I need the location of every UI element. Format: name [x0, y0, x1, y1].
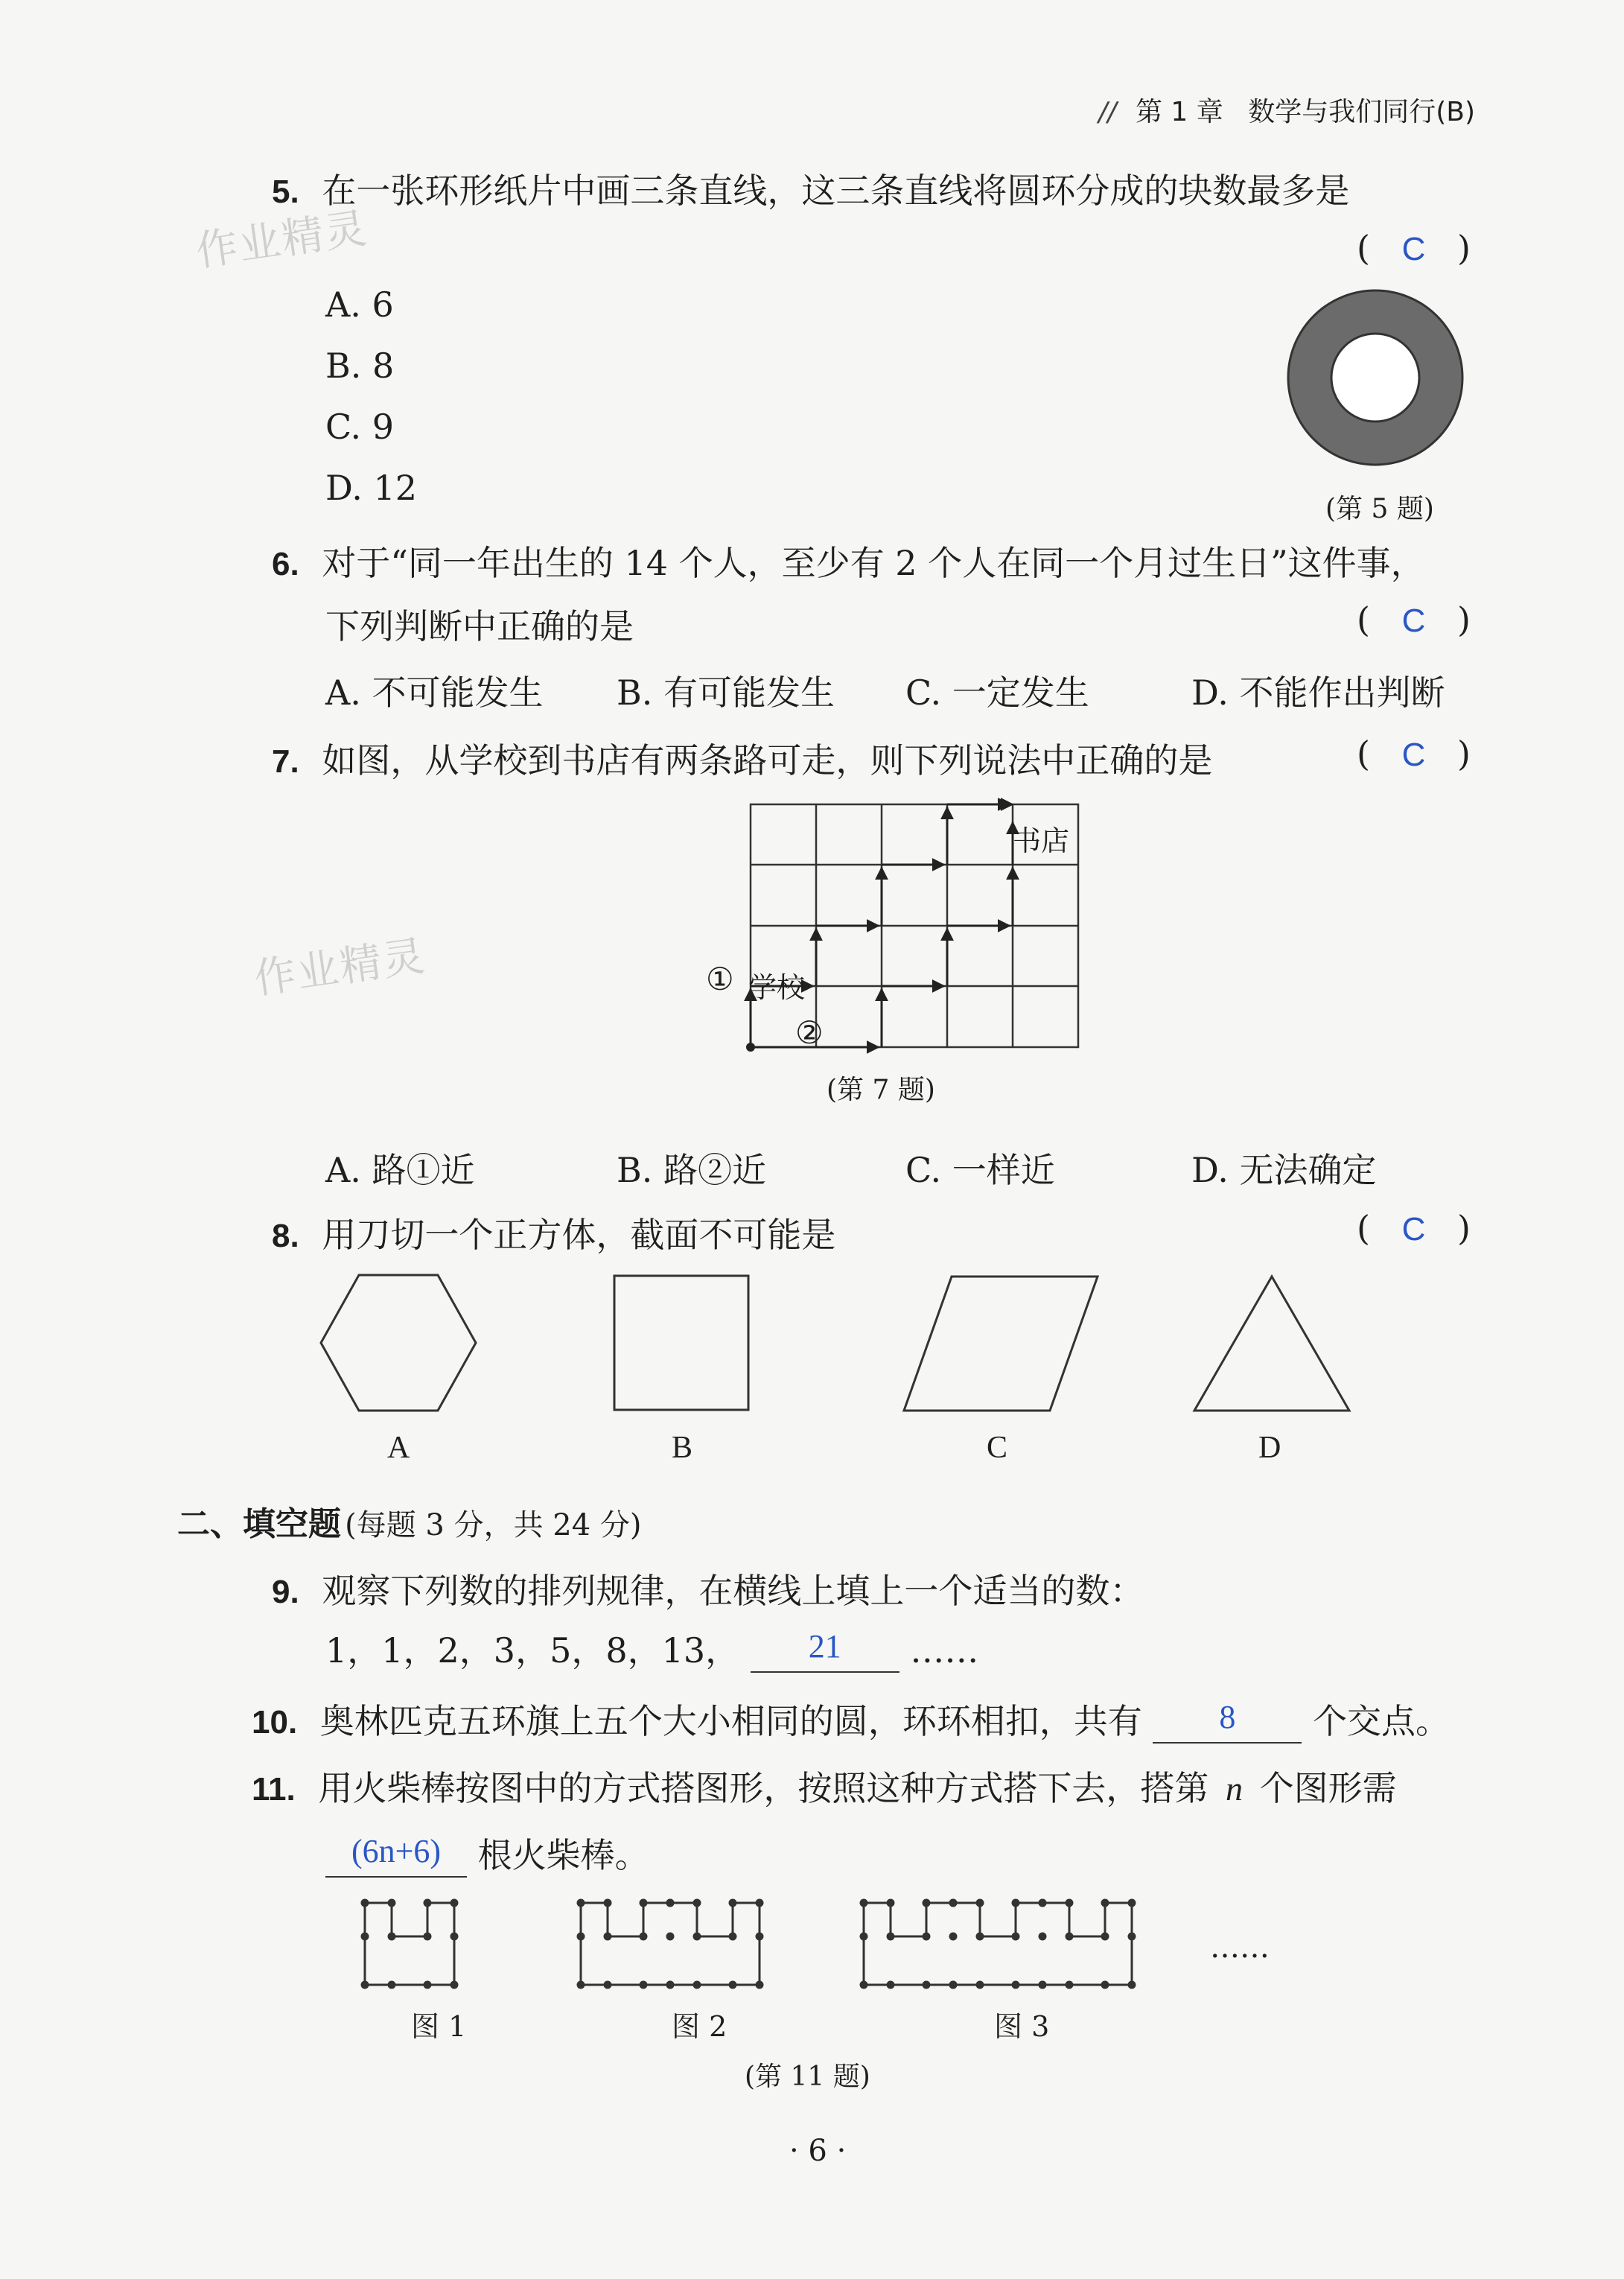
- chapter-label: 第 1 章: [1135, 97, 1223, 127]
- answer-blank: [1153, 1699, 1302, 1744]
- label-bookstore: 书店: [1013, 824, 1070, 857]
- question-number: 11.: [252, 1771, 296, 1808]
- figure-caption-7: (第 7 题): [827, 1075, 935, 1105]
- answer-mark: C: [1401, 1211, 1426, 1247]
- question-text: 如图，从学校到书店有两条路可走，则下列说法中正确的是: [322, 740, 1213, 781]
- fig-label-3: 图 3: [994, 2010, 1050, 2043]
- paren-open: (: [1357, 600, 1370, 640]
- header-marks: //: [1098, 97, 1117, 127]
- option-c: C. 一定发生: [905, 673, 1089, 713]
- question-5: [272, 164, 1349, 213]
- figure-caption-11: (第 11 题): [745, 2062, 870, 2092]
- question-number: 9.: [272, 1574, 299, 1610]
- question-11: [252, 1761, 1397, 1811]
- option-d: D. 12: [325, 468, 418, 508]
- answer-bracket-8: [1357, 1208, 1471, 1248]
- paren-close: ): [1456, 1208, 1471, 1248]
- question-number: 6.: [272, 546, 299, 582]
- question-number: 5.: [272, 174, 299, 210]
- section-heading: [177, 1497, 642, 1545]
- sequence-line: [325, 1624, 978, 1673]
- option-d: D. 无法确定: [1191, 1150, 1377, 1190]
- question-text: 用刀切一个正方体，截面不可能是: [322, 1215, 836, 1255]
- answer-mark: C: [1401, 737, 1426, 773]
- triangle-shape: [1190, 1272, 1354, 1414]
- square-shape: [611, 1272, 752, 1414]
- figure-caption-5: (第 5 题): [1325, 494, 1434, 524]
- option-a: A. 6: [325, 285, 394, 325]
- option-b: B. 路②近: [617, 1150, 767, 1190]
- sequence-tail: ……: [910, 1630, 979, 1671]
- page-header: [1098, 91, 1475, 129]
- question-9: [272, 1564, 1144, 1613]
- fig-label-1: 图 1: [411, 2010, 467, 2043]
- parallelogram-shape: [901, 1272, 1102, 1414]
- page-number: · 6 ·: [789, 2134, 847, 2168]
- answer-blank: [325, 1833, 467, 1878]
- handwritten-answer: 21: [808, 1628, 841, 1665]
- shape-label-b: B: [672, 1431, 693, 1465]
- chapter-title: 数学与我们同行(B): [1248, 97, 1475, 127]
- option-a: A. 路①近: [325, 1150, 475, 1190]
- question-11-line2: [325, 1828, 649, 1878]
- label-route-1: ①: [706, 961, 734, 997]
- answer-blank: [751, 1628, 899, 1673]
- paren-open: (: [1357, 228, 1370, 268]
- question-text: 奥林匹克五环旗上五个大小相同的圆，环环相扣，共有: [319, 1701, 1142, 1741]
- option-c: C. 9: [325, 407, 395, 447]
- question-number: 8.: [272, 1218, 299, 1254]
- fig-label-2: 图 2: [672, 2010, 727, 2043]
- shape-label-a: A: [387, 1431, 410, 1465]
- question-number: 10.: [252, 1704, 298, 1741]
- answer-bracket-6: [1357, 600, 1471, 640]
- shape-label-c: C: [987, 1431, 1008, 1465]
- handwritten-answer: 8: [1219, 1699, 1236, 1735]
- paren-close: ): [1456, 600, 1471, 640]
- option-c: C. 一样近: [905, 1150, 1055, 1190]
- option-b: B. 8: [325, 346, 395, 386]
- question-text-line1: 对于“同一年出生的 14 个人，至少有 2 个人在同一个月过生日”这件事，: [322, 543, 1425, 583]
- question-text: 在一张环形纸片中画三条直线，这三条直线将圆环分成的块数最多是: [322, 171, 1350, 211]
- label-route-2: ②: [795, 1014, 824, 1051]
- answer-mark: C: [1401, 231, 1426, 267]
- answer-bracket-7: [1357, 734, 1471, 774]
- option-a: A. 不可能发生: [325, 673, 544, 713]
- sequence: 1，1，2，3，5，8，13，: [325, 1630, 740, 1671]
- paren-open: (: [1357, 1208, 1370, 1248]
- hexagon-shape: [316, 1272, 480, 1414]
- shape-label-d: D: [1258, 1431, 1281, 1465]
- paren-close: ): [1456, 228, 1471, 268]
- question-text: 观察下列数的排列规律，在横线上填上一个适当的数：: [322, 1571, 1144, 1611]
- variable-n: n: [1226, 1770, 1243, 1808]
- question-tail: 个交点。: [1313, 1701, 1451, 1741]
- question-8: [272, 1208, 835, 1257]
- question-10: [252, 1694, 1450, 1744]
- handwritten-answer: (6n+6): [351, 1833, 442, 1869]
- question-6: [272, 536, 1425, 585]
- section-title: 二、填空题: [177, 1505, 341, 1543]
- answer-bracket-5: [1357, 228, 1471, 268]
- section-note: (每题 3 分，共 24 分): [345, 1508, 642, 1542]
- answer-mark: C: [1401, 603, 1426, 639]
- question-text-tail: 个图形需: [1259, 1768, 1397, 1808]
- fig-ellipsis: ……: [1210, 1930, 1270, 1965]
- matchstick-figures: [357, 1888, 1296, 2000]
- label-school: 学校: [748, 971, 806, 1004]
- annulus-figure: [1282, 285, 1468, 471]
- option-b: B. 有可能发生: [617, 673, 835, 713]
- question-text-line1: 用火柴棒按图中的方式搭图形，按照这种方式搭下去，搭第: [318, 1768, 1209, 1808]
- question-6-line2: 下列判断中正确的是: [325, 606, 634, 646]
- option-d: D. 不能作出判断: [1191, 673, 1445, 713]
- question-7: [272, 734, 1212, 783]
- watermark: 作业精灵: [251, 932, 430, 1004]
- paren-open: (: [1357, 734, 1370, 774]
- watermark: 作业精灵: [193, 204, 372, 276]
- question-number: 7.: [272, 743, 299, 780]
- paren-close: ): [1456, 734, 1471, 774]
- question-tail: 根火柴棒。: [477, 1835, 649, 1875]
